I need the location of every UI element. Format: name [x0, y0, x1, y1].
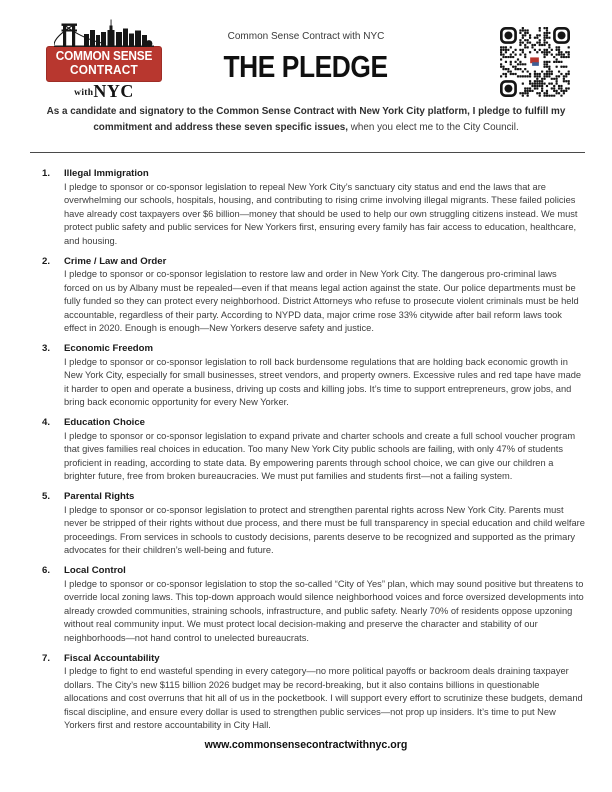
bridge-skyline-icon	[46, 17, 162, 47]
item-body: I pledge to sponsor or co-sponsor legislation to roll back burdensome regulations that are holding back economic growth in New York City, especially for small businesses, street vendors, and property owners. Excessive rules and red tape have made it harder to open and operate a business, driving up costs and killing jobs. It’s time to support entrepreneurs, grow jobs, and bring back economic opportunity for every New Yorker.	[64, 356, 582, 407]
item-body: I pledge to sponsor or co-sponsor legislation to restore law and order in New York City. The dangerous pro-criminal laws forced on us by Albany must be repealed—even if that means legal action against the state. Our police departments must be fully funded so they can protect every neighborhood. District Attorneys who refuse to prosecute violent criminals must be held accountable, regardless of their party. According to NYPD data, major crime rose 33% citywide after bail reform laws took effect in 2020. Enough is enough—New Yorkers deserve safety and justice.	[64, 269, 579, 333]
common-sense-contract-logo	[46, 17, 162, 101]
item-number: 5.	[42, 491, 51, 502]
item-number: 6.	[42, 565, 51, 576]
item-number: 2.	[42, 255, 51, 267]
pledge-list	[30, 167, 585, 739]
item-title: Fiscal Accountability	[64, 652, 160, 664]
item-title: Parental Rights	[64, 491, 135, 502]
divider-line	[30, 152, 585, 153]
logo-with-nyc	[46, 82, 162, 101]
intro-line1: As a candidate and signatory to the Common Sense Contract with New York City platform, I pledge to fulfill my	[46, 106, 566, 117]
pledge-item-2	[30, 255, 585, 336]
pledge-item-5	[30, 490, 585, 558]
item-title: Crime / Law and Order	[64, 255, 167, 267]
item-title: Economic Freedom	[64, 343, 154, 354]
website-url: www.commonsensecontractwithnyc.org	[204, 739, 408, 751]
pledge-item-3	[30, 342, 585, 410]
intro-paragraph	[34, 104, 578, 135]
logo-line2: CONTRACT	[70, 62, 138, 77]
logo-red-banner	[46, 46, 162, 82]
item-body: I pledge to fight to end wasteful spending in every category—no more political payoffs or backroom deals draining taxpayer dollars. The City’s new $115 billion 2026 budget may be record-breaking, but it also contains billions in questionable allocations and cost overruns that hit all of us in the pocketbook. I will support every effort to scrutinize these budgets, demand fiscal discipline, and ensure every dollar is used to strengthen public services—not prop up insiders. It’s time to put New Yorkers first and restore accountability in City Hall.	[64, 666, 583, 730]
item-body: I pledge to sponsor or co-sponsor legislation to expand private and charter schools and create a full school voucher program that gives families real choices in education. Too many New York City public schools are failing, with only 47% of students proficient in reading, according to state data. By empowering parents through school choice, we can give our children a brighter future, free from broken bureaucracies. We must put families and students first—not a failing system.	[64, 430, 576, 481]
qr-code	[500, 27, 570, 97]
item-body: I pledge to sponsor or co-sponsor legislation to protect and strengthen parental rights across New York City. Parents must never be stripped of their rights without due process, and there must be full transparency in special education and child welfare proceedings. From services in schools to custody decisions, parents deserve to be recognized and supported as the primary advocates for their children’s well-being and future.	[64, 504, 585, 555]
item-number: 1.	[42, 168, 51, 179]
item-body: I pledge to sponsor or co-sponsor legislation to repeal New York City’s sanctuary city status and end the laws that are overwhelming our schools, hospitals, housing, and contributing to rising crime involving illegal migrants. These failed policies have already cost taxpayers over $6 billion—money that should be used to help our own struggling citizens instead. We must protect public safety and public services for New Yorkers first, ensuring every family has fair access to education, healthcare, and housing.	[64, 181, 578, 246]
pledge-item-4	[30, 416, 585, 484]
logo-with-label: with	[74, 88, 94, 99]
pledge-item-7	[30, 652, 585, 733]
item-body: I pledge to sponsor or co-sponsor legislation to stop the so-called “City of Yes” plan, which may sound positive but threatens to override local zoning laws. This top-down approach would silence neighborhood voices and force oversized developments into already crowded communities, straining schools, infrastructure, and public safety. Nearly 70% of residents oppose upzoning without real community input. We must protect local decision-making and preserve the character and stability of our neighborhoods—not hand control to unelected bureaucrats.	[64, 578, 584, 643]
intro-line2-regular: when you elect me to the City Council.	[347, 121, 519, 133]
item-number: 7.	[42, 652, 51, 664]
intro-line2-bold: commitment and address these seven specific issues,	[93, 121, 348, 133]
document-header	[160, 31, 452, 85]
item-title: Illegal Immigration	[64, 168, 149, 179]
pledge-item-6	[30, 564, 585, 645]
item-title: Education Choice	[64, 417, 146, 428]
document-kicker: Common Sense Contract with NYC	[227, 31, 385, 42]
item-number: 4.	[42, 417, 51, 428]
logo-line1: COMMON SENSE	[55, 49, 153, 63]
page-title: THE PLEDGE	[223, 49, 389, 84]
pledge-item-1	[30, 167, 585, 248]
logo-nyc-label: NYC	[93, 81, 134, 102]
item-title: Local Control	[64, 565, 126, 576]
item-number: 3.	[42, 343, 51, 354]
